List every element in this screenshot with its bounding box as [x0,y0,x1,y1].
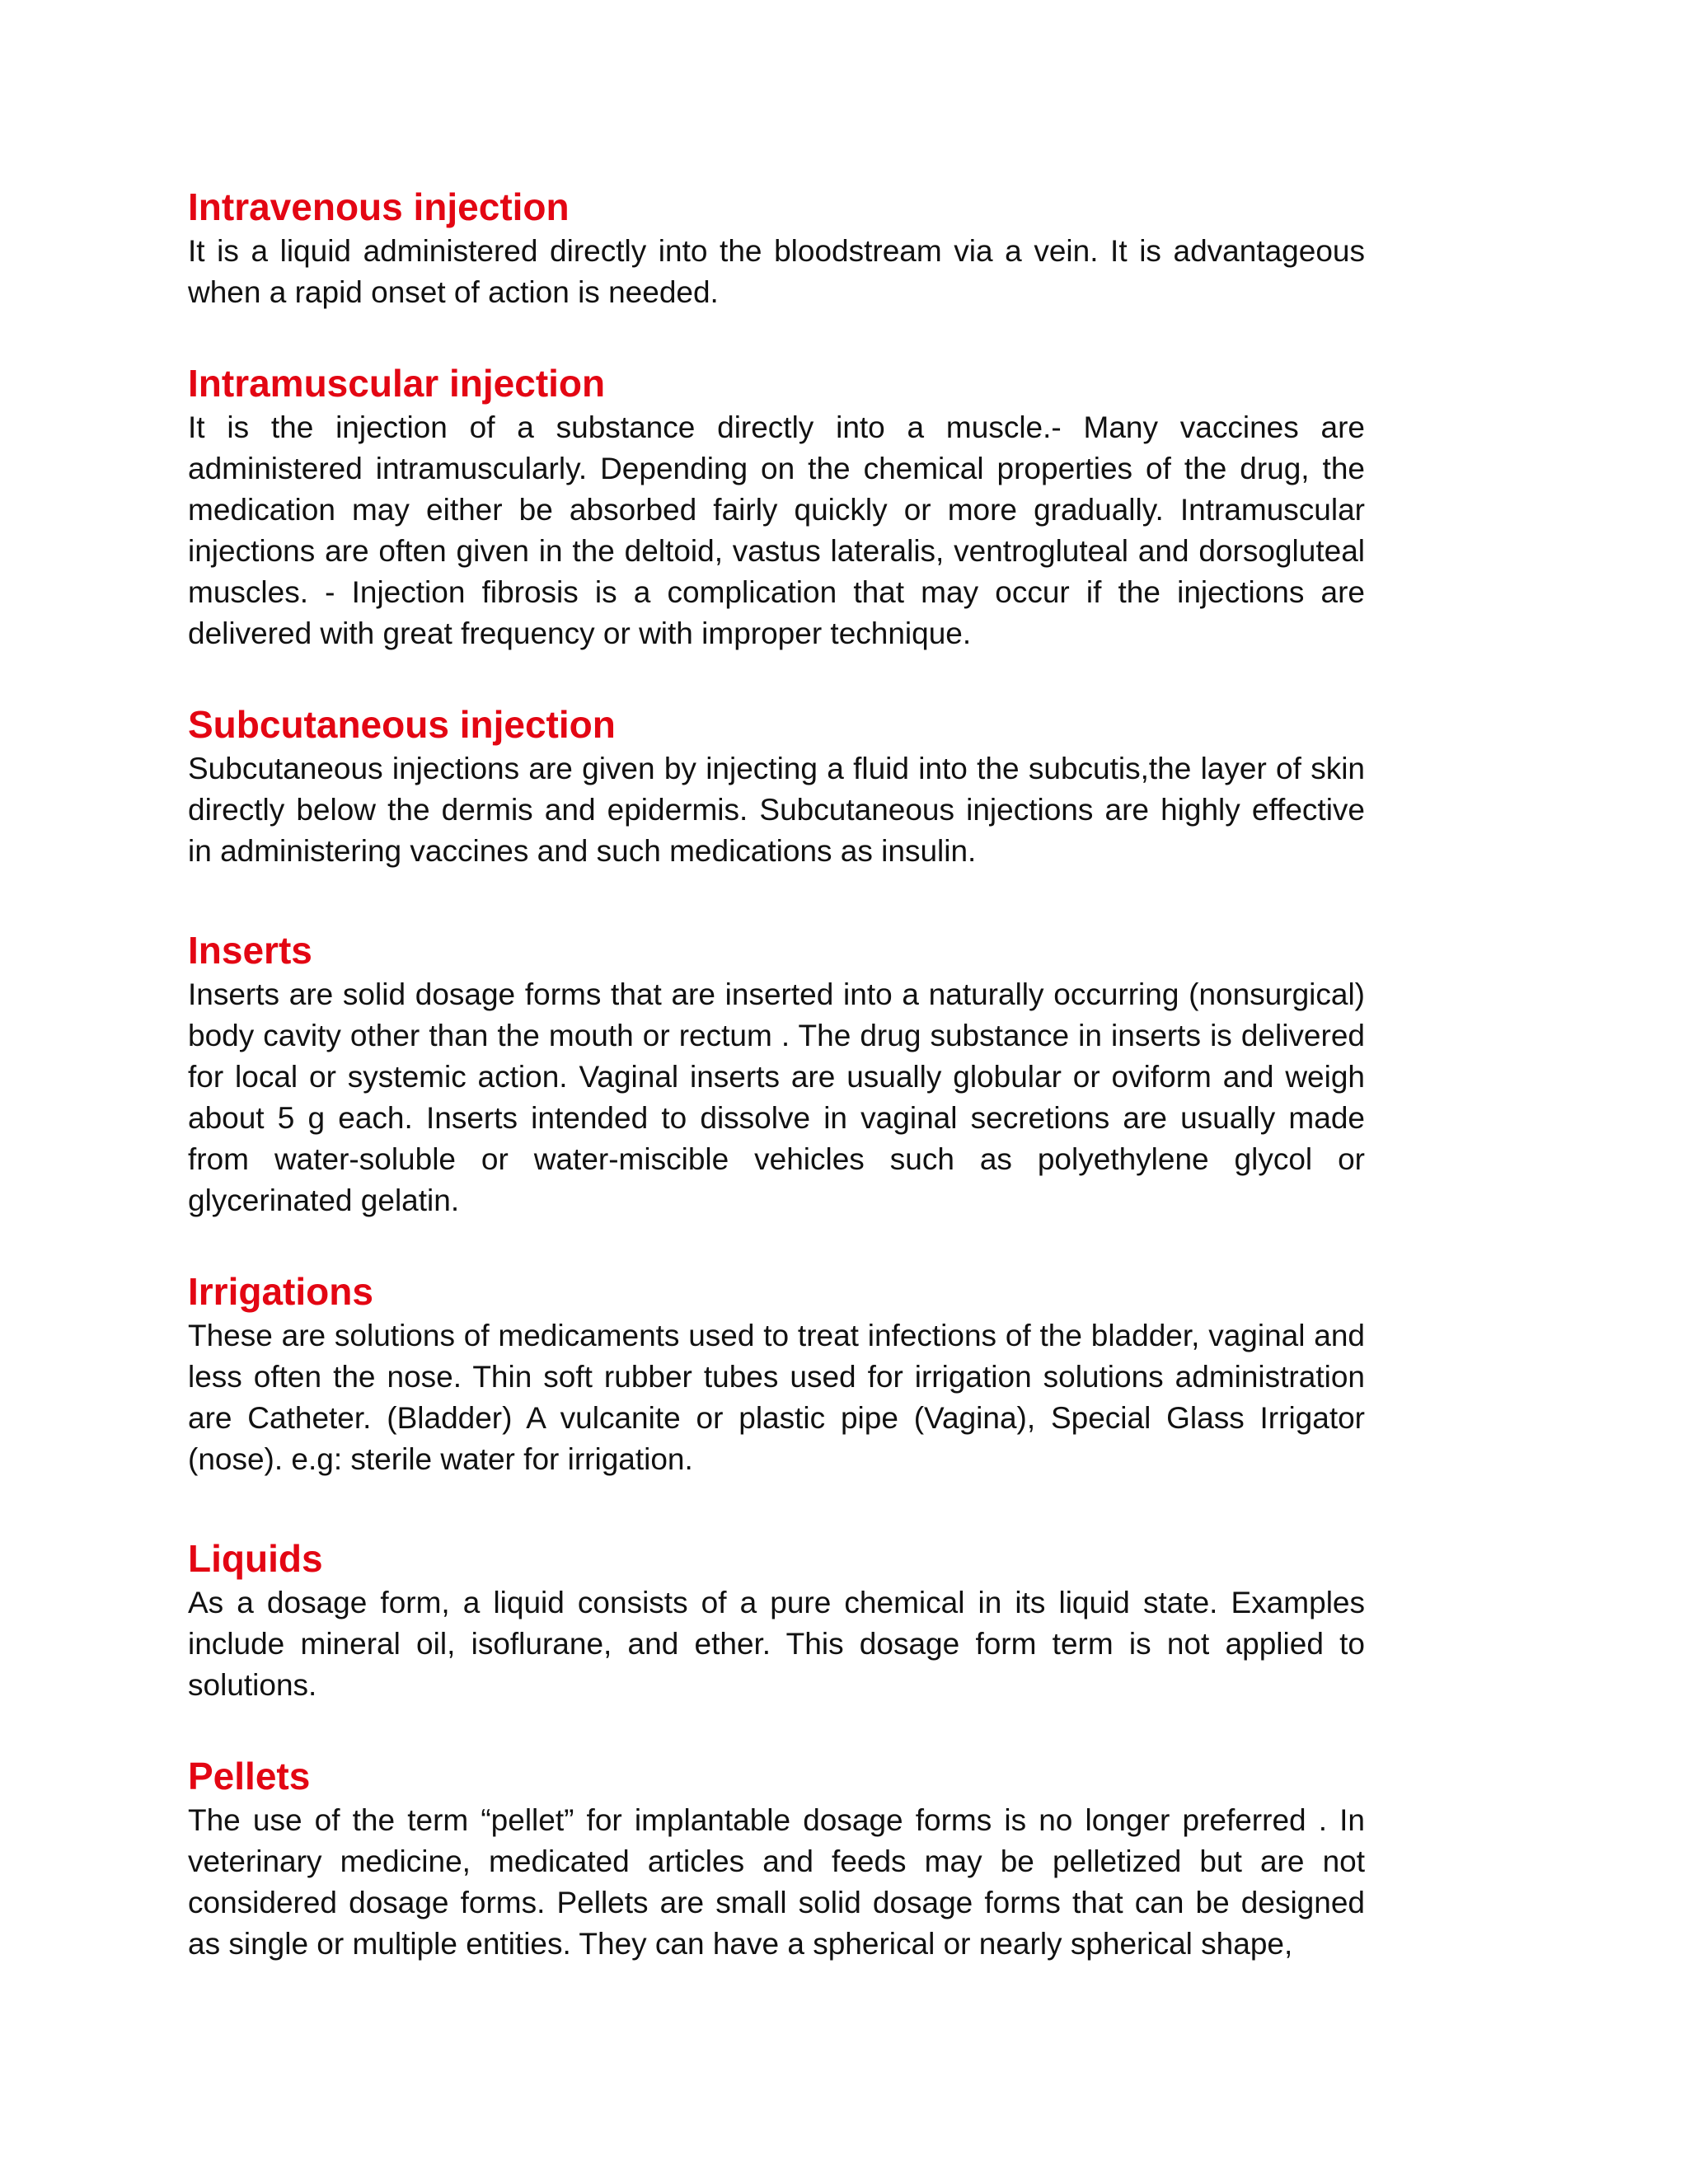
section-liquids [188,1535,1365,1706]
section-body: It is the injection of a substance directly into a muscle.- Many vaccines are administered intramuscularly. Depending on the chemical properties of the drug, the medication may either be absorbed fairly quickly or more gradually. Intramuscular injections are often given in the deltoid, vastus lateralis, ventrogluteal and dorsogluteal muscles. - Injection fibrosis is a complication that may occur if the injections are delivered with great frequency or with improper technique. [188,410,1365,650]
section-heading: Irrigations [188,1270,373,1313]
section-body: Inserts are solid dosage forms that are inserted into a naturally occurring (nonsurgical) body cavity other than the mouth or rectum . The drug substance in inserts is delivered for local or systemic action. Vaginal inserts are usually globular or oviform and weigh about 5 g each. Inserts intended to dissolve in vaginal secretions are usually made from water-soluble or water-miscible vehicles such as polyethylene glycol or glycerinated gelatin. [188,977,1365,1217]
section-intramuscular-injection [188,359,1365,654]
section-heading: Intramuscular injection [188,362,606,405]
section-heading: Liquids [188,1537,323,1580]
section-body: The use of the term “pellet” for implantable dosage forms is no longer preferred . In veterinary medicine, medicated articles and feeds may be pelletized but are not considered dosage forms. Pellets are small solid dosage forms that can be designed as single or multiple entities. They can have a spherical or nearly spherical shape, [188,1803,1365,1961]
section-heading: Pellets [188,1755,311,1797]
section-heading: Inserts [188,929,312,972]
section-body: These are solutions of medicaments used to treat infections of the bladder, vaginal and less often the nose. Thin soft rubber tubes used for irrigation solutions administration are Catheter. (Bladder) A vulcanite or plastic pipe (Vagina), Special Glass Irrigator (nose). e.g: sterile water for irrigation. [188,1319,1365,1476]
document-page [188,183,1365,1965]
section-subcutaneous-injection [188,701,1365,872]
section-body: As a dosage form, a liquid consists of a pure chemical in its liquid state. Examples include mineral oil, isoflurane, and ether. This dosage form term is not applied to solutions. [188,1586,1365,1702]
section-intravenous-injection [188,183,1365,313]
section-body: Subcutaneous injections are given by injecting a fluid into the subcutis,the layer of skin directly below the dermis and epidermis. Subcutaneous injections are highly effective in administering vaccines and such medications as insulin. [188,752,1365,868]
section-pellets [188,1752,1365,1965]
section-irrigations [188,1268,1365,1480]
section-heading: Subcutaneous injection [188,703,616,746]
section-heading: Intravenous injection [188,185,570,228]
section-inserts [188,926,1365,1221]
section-body: It is a liquid administered directly into the bloodstream via a vein. It is advantageous when a rapid onset of action is needed. [188,234,1365,309]
